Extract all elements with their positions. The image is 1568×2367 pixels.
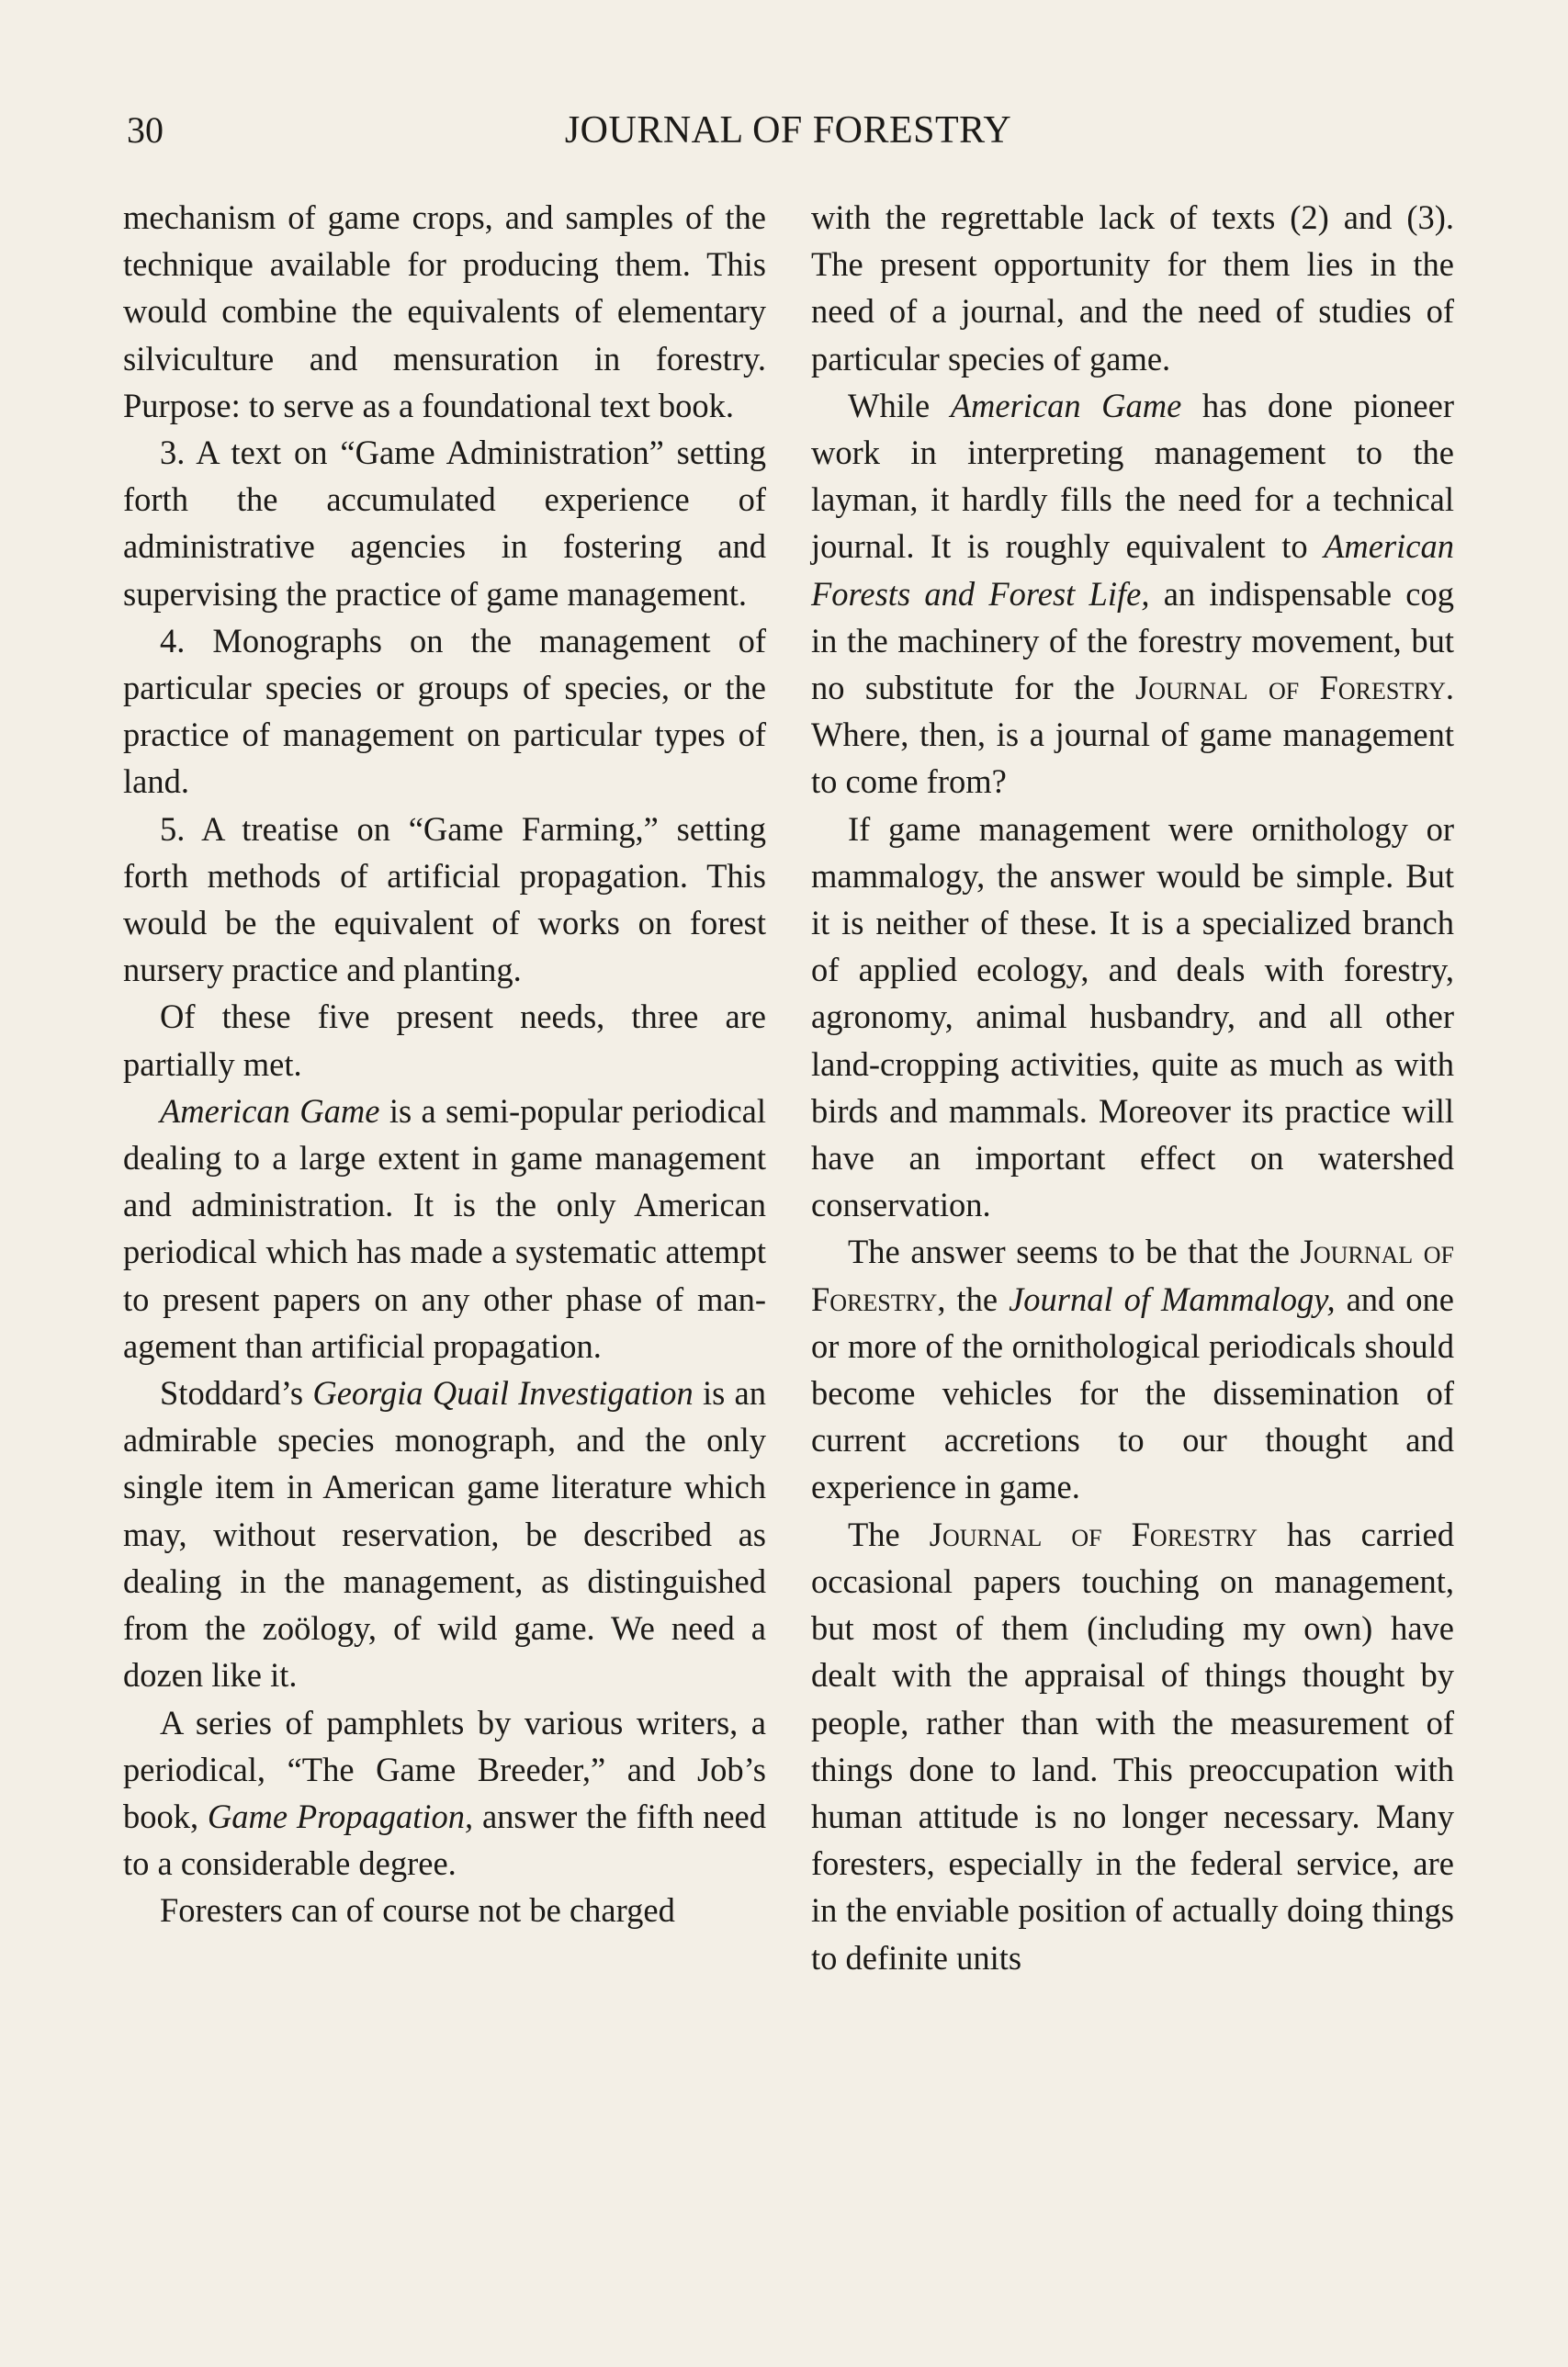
italic-title: American Forests and Forest Life, [811, 527, 1454, 613]
paragraph: 4. Monographs on the management of particular species or groups of species, or the practice of management on particular types of land. [123, 621, 766, 801]
paragraph: A series of pamphlets by various writers, a periodical, “The Game Breeder,” and Job’s book, Game Propagation, answer the fifth need to a considerable degree. [123, 1703, 766, 1883]
left-column [123, 194, 766, 1934]
paragraph: Of these five present needs, three are partially met. [123, 998, 766, 1083]
italic-title: American Game [160, 1091, 380, 1130]
paragraph: The Journal of Forestry has carried occasional papers touching on management, but most of them (including my own) have dealt with the appraisal of things thought by people, rather than with the measurement of things done to land. This preoccupation with human attitude is no longer necessary. Many foresters, especially in the federal service, are in the enviable position of actually doing things to definite units [811, 1515, 1454, 1977]
paragraph: American Game is a semi-popular periodical dealing to a large extent in game management and administration. It is the only American periodical which has made a systematic attempt to present papers on any other phase of management than artificial propagation. [123, 1091, 767, 1365]
paragraph: Stoddard’s Georgia Quail Investigation is an admirable species monograph, and the only single item in American game literature which may, without reservation, be described as dealing in the management, as distinguished from the zoölogy, of wild game. We need a dozen like it. [123, 1374, 767, 1695]
small-caps-title: Journal of Forestry. [1135, 669, 1454, 707]
paragraph: The answer seems to be that the Journal of Forestry, the Journal of Mammalogy, and one or more of the ornithological periodicals should become vehicles for the dissemination of current accretions to our thought and experience in game. [811, 1233, 1455, 1506]
italic-title: Journal of Mammalogy, [1009, 1279, 1336, 1318]
italic-title: Game Propagation, [207, 1797, 474, 1835]
right-column [811, 194, 1454, 1981]
paragraph: While American Game has done pioneer work in interpreting management to the layman, it hardly fills the need for a technical journal. It is roughly equivalent to American Forests and Forest Life, an indispensable cog in the machinery of the forestry movement, but no substitute for the Journal of Forestry. Where, then, is a journal of game management to come from? [811, 386, 1454, 801]
journal-title: JOURNAL OF FORESTRY [564, 109, 1012, 152]
paragraph: mechanism of game crops, and samples of the technique available for producing them. This would combine the equivalents of elementary silviculture and mensuration in forestry. Purpose: to serve as a foundational text book. [123, 198, 766, 424]
italic-title: Georgia Quail Investigation [312, 1374, 694, 1413]
paragraph: If game management were ornithology or mammalogy, the answer would be simple. But it is neither of these. It is a specialized branch of applied ecology, and deals with forestry, agronomy, animal husbandry, and all other land-cropping activities, quite as much as with birds and mammals. Moreover its practice will have an important effect on watershed conservation. [811, 809, 1454, 1224]
paragraph: 5. A treatise on “Game Farming,” setting forth methods of artificial propagation. This would be the equivalent of works on forest nursery practice and planting. [123, 809, 766, 989]
page-number: 30 [127, 109, 164, 151]
paragraph: with the regrettable lack of texts (2) and (3). The present opportunity for them lies in the need of a journal, and the need of studies of particular species of game. [811, 198, 1454, 378]
italic-title: American Game [950, 386, 1182, 424]
small-caps-title: Journal of Forestry, [811, 1233, 1454, 1318]
paragraph: Foresters can of course not be charged [160, 1891, 675, 1930]
page-header [127, 103, 1450, 158]
paragraph: 3. A text on “Game Administration” setting forth the accumulated experience of administrative agencies in fostering and supervising the practice of game management. [123, 434, 766, 613]
small-caps-title: Journal of Forestry [929, 1515, 1258, 1553]
